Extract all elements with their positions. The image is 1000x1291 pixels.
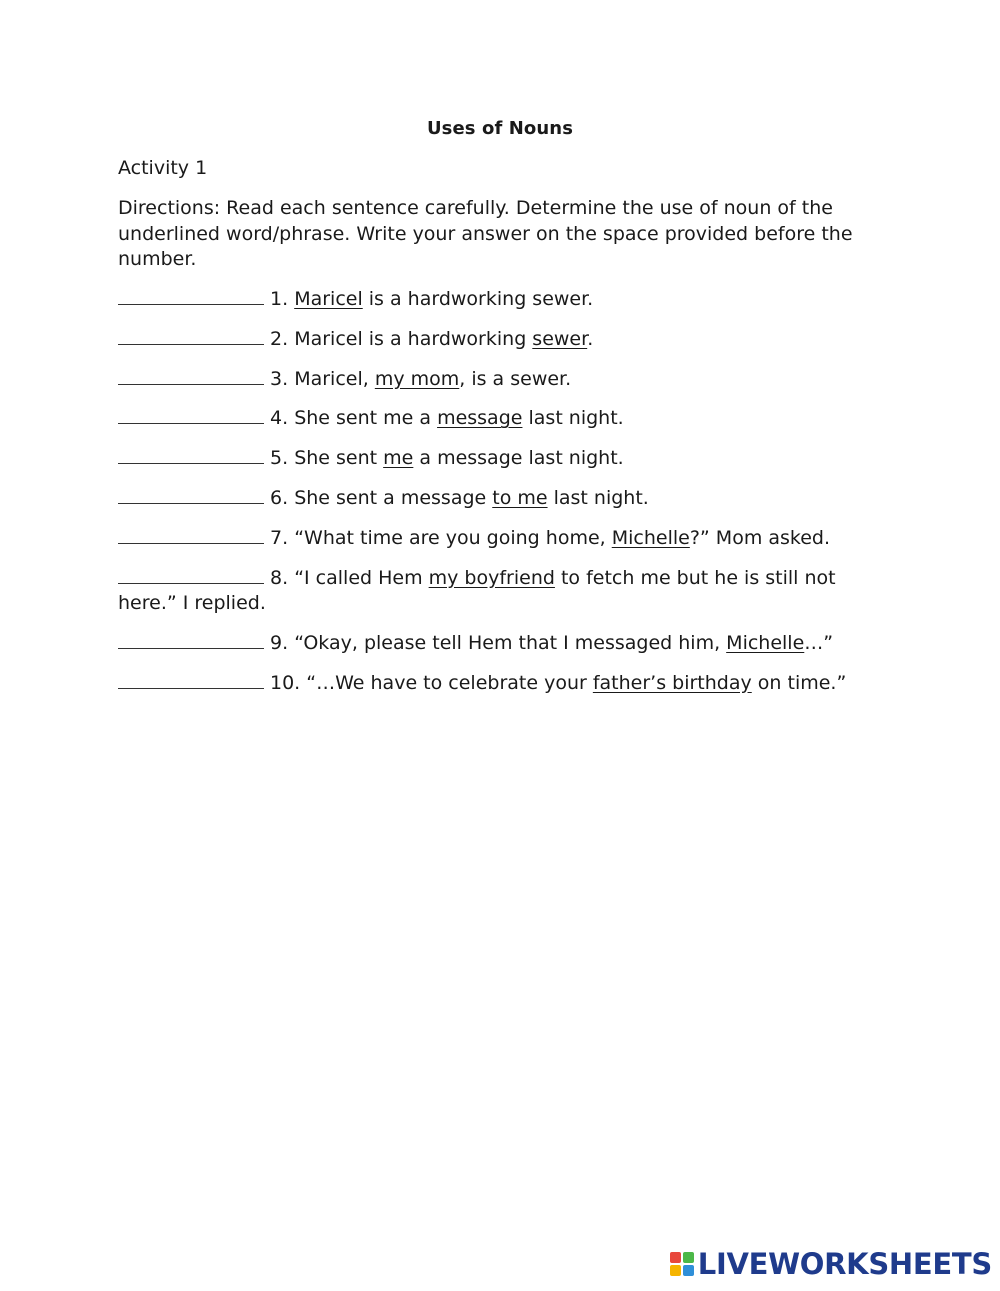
question-number: 10.: [270, 671, 301, 694]
question-list: [118, 286, 878, 709]
sentence-text-after: on time.”: [751, 671, 847, 694]
sentence-text-before: “Okay, please tell Hem that I messaged him,: [294, 631, 727, 654]
sentence-text-before: “What time are you going home,: [294, 526, 612, 549]
question-number: 7.: [270, 526, 289, 549]
sentence-text-before: She sent: [294, 447, 384, 470]
sentence-text-after: is a hardworking sewer.: [362, 288, 594, 310]
underlined-word: Maricel: [294, 288, 363, 310]
underlined-word: to me: [492, 486, 548, 509]
answer-blank[interactable]: [118, 630, 264, 649]
directions-text: Directions: Read each sentence carefully. Determine the use of noun of the underlined word/phrase. Write your answer on the space provided before the number.: [118, 197, 853, 270]
underlined-word: my boyfriend: [428, 566, 555, 589]
sentence-text-before: Maricel,: [294, 367, 375, 390]
sentence-text-after: a message last night.: [413, 447, 624, 470]
question-item: [118, 630, 878, 657]
sentence-text-after: last night.: [522, 407, 624, 430]
answer-blank[interactable]: [118, 286, 264, 305]
underlined-word: message: [437, 407, 523, 430]
sentence-text-before: “I called Hem: [294, 566, 429, 589]
sentence-text-before: “…We have to celebrate your: [306, 671, 593, 694]
liveworksheets-logo: [670, 1247, 992, 1281]
question-number: 8.: [270, 566, 289, 589]
answer-blank[interactable]: [118, 565, 264, 584]
logo-block-red: [670, 1252, 681, 1263]
question-number: 5.: [270, 447, 289, 470]
logo-block-blue: [683, 1265, 694, 1276]
answer-blank[interactable]: [118, 366, 264, 385]
underlined-word: me: [383, 447, 414, 470]
sentence-text-after: last night.: [547, 486, 649, 509]
question-item: [118, 485, 878, 512]
logo-blocks-icon: [670, 1252, 694, 1276]
underlined-word: father’s birthday: [592, 671, 752, 694]
sentence-text-after: , is a sewer.: [459, 367, 572, 390]
sentence-text-before: She sent me a: [294, 407, 438, 430]
question-number: 4.: [270, 407, 289, 430]
page-title: Uses of Nouns: [426, 118, 574, 139]
question-item: [118, 565, 878, 617]
sentence-text-after: .: [587, 327, 594, 350]
logo-block-yellow: [670, 1265, 681, 1276]
question-number: 1.: [270, 288, 289, 310]
question-item: [118, 525, 878, 552]
sentence-text-before: Maricel is a hardworking: [294, 327, 533, 350]
activity-label: Activity 1: [118, 157, 208, 179]
sentence-text-after: ?” Mom asked.: [689, 526, 831, 549]
question-number: 2.: [270, 327, 289, 350]
answer-blank[interactable]: [118, 326, 264, 345]
question-item: [118, 670, 878, 697]
answer-blank[interactable]: [118, 670, 264, 689]
underlined-word: sewer: [532, 327, 588, 350]
question-number: 9.: [270, 631, 289, 654]
underlined-word: Michelle: [726, 631, 805, 654]
question-number: 6.: [270, 486, 289, 509]
logo-block-green: [683, 1252, 694, 1263]
question-number: 3.: [270, 367, 289, 390]
question-item: [118, 286, 878, 313]
question-item: [118, 366, 878, 393]
question-item: [118, 326, 878, 353]
answer-blank[interactable]: [118, 445, 264, 464]
underlined-word: my mom: [374, 367, 460, 390]
answer-blank[interactable]: [118, 405, 264, 424]
sentence-text-after: to fetch me but he is still not here.” I replied.: [118, 566, 836, 615]
logo-text: LIVEWORKSHEETS: [697, 1247, 992, 1281]
sentence-text-before: She sent a message: [294, 486, 493, 509]
question-item: [118, 405, 878, 432]
answer-blank[interactable]: [118, 525, 264, 544]
question-item: [118, 445, 878, 472]
underlined-word: Michelle: [611, 526, 690, 549]
sentence-text-after: …”: [804, 631, 834, 654]
answer-blank[interactable]: [118, 485, 264, 504]
